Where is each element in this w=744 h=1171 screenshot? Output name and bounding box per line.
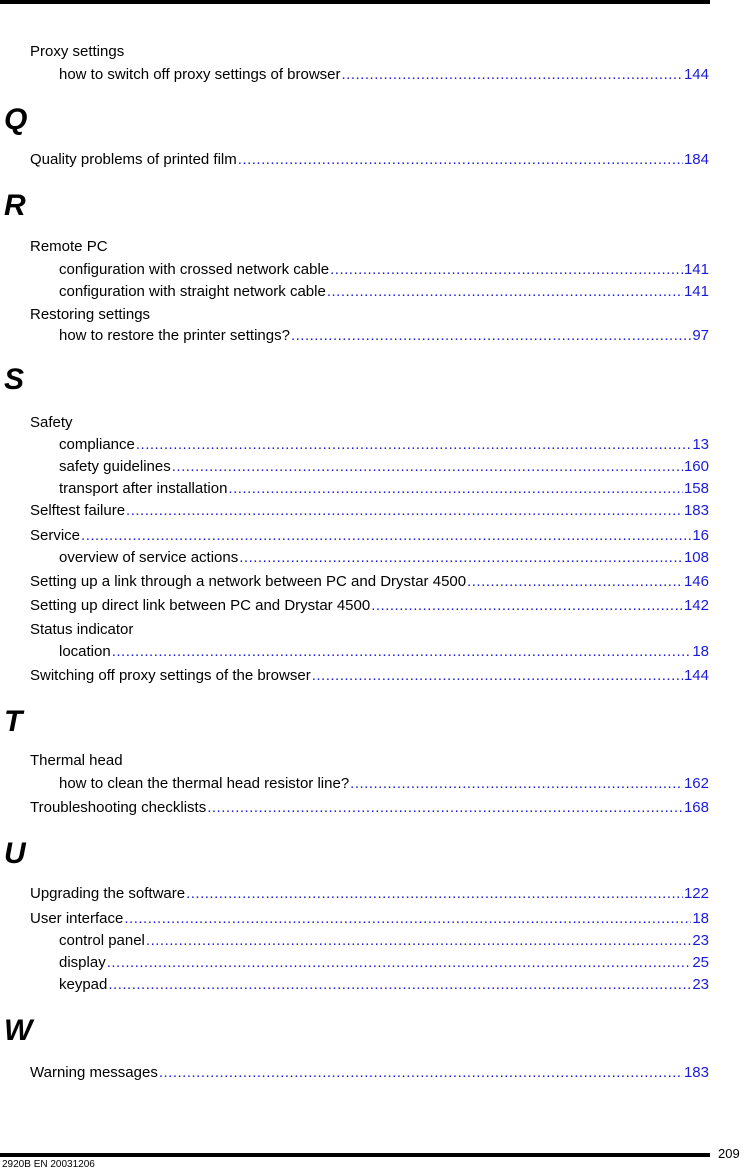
entry-page: 16 xyxy=(692,527,709,544)
entry-page: 97 xyxy=(692,327,709,344)
entry-page: 23 xyxy=(692,976,709,993)
entry-text: overview of service actions xyxy=(59,549,239,566)
bottom-rule xyxy=(0,1153,710,1157)
entry-text: configuration with crossed network cable xyxy=(59,261,330,278)
index-entry-switch-off-proxy[interactable] xyxy=(59,66,709,84)
entry-page: 18 xyxy=(692,910,709,927)
dot-leader xyxy=(238,151,683,169)
index-entry-crossed-cable[interactable] xyxy=(59,261,709,279)
entry-text: configuration with straight network cable xyxy=(59,283,326,300)
entry-page: 162 xyxy=(683,775,709,792)
entry-text: how to restore the printer settings? xyxy=(59,327,290,344)
index-heading-status-indicator: Status indicator xyxy=(30,621,134,638)
entry-text: how to clean the thermal head resistor line? xyxy=(59,775,350,792)
entry-text: control panel xyxy=(59,932,145,949)
index-entry-display[interactable] xyxy=(59,954,709,972)
index-entry-service[interactable] xyxy=(30,527,709,545)
dot-leader xyxy=(159,1064,683,1082)
index-entry-location[interactable] xyxy=(59,643,709,661)
dot-leader xyxy=(467,573,683,591)
index-heading-safety: Safety xyxy=(30,414,73,431)
entry-page: 144 xyxy=(683,667,709,684)
dot-leader xyxy=(186,885,683,903)
entry-text: transport after installation xyxy=(59,480,228,497)
dot-leader xyxy=(371,597,683,615)
index-entry-straight-cable[interactable] xyxy=(59,283,709,301)
entry-page: 158 xyxy=(683,480,709,497)
section-letter-t: T xyxy=(4,705,23,738)
index-entry-user-interface[interactable] xyxy=(30,910,709,928)
index-entry-troubleshooting[interactable] xyxy=(30,799,709,817)
entry-page: 122 xyxy=(683,885,709,902)
dot-leader xyxy=(350,775,683,793)
dot-leader xyxy=(136,436,691,454)
entry-text: keypad xyxy=(59,976,108,993)
entry-text: Troubleshooting checklists xyxy=(30,799,207,816)
index-entry-compliance[interactable] xyxy=(59,436,709,454)
dot-leader xyxy=(81,527,691,545)
dot-leader xyxy=(207,799,683,817)
entry-page: 160 xyxy=(683,458,709,475)
entry-page: 184 xyxy=(683,151,709,168)
index-entry-safety-guidelines[interactable] xyxy=(59,458,709,476)
index-entry-upgrading-software[interactable] xyxy=(30,885,709,903)
index-entry-selftest-failure[interactable] xyxy=(30,502,709,520)
entry-page: 141 xyxy=(683,283,709,300)
dot-leader xyxy=(228,480,683,498)
entry-page: 168 xyxy=(683,799,709,816)
entry-page: 146 xyxy=(683,573,709,590)
dot-leader xyxy=(112,643,692,661)
entry-page: 144 xyxy=(683,66,709,83)
entry-text: Setting up direct link between PC and Drystar 4500 xyxy=(30,597,371,614)
index-entry-quality-problems[interactable] xyxy=(30,151,709,169)
dot-leader xyxy=(108,976,691,994)
dot-leader xyxy=(107,954,692,972)
section-letter-q: Q xyxy=(4,103,28,136)
index-entry-link-network[interactable] xyxy=(30,573,709,591)
entry-page: 142 xyxy=(683,597,709,614)
section-letter-r: R xyxy=(4,189,26,222)
section-letter-u: U xyxy=(4,837,26,870)
index-entry-keypad[interactable] xyxy=(59,976,709,994)
entry-page: 183 xyxy=(683,502,709,519)
dot-leader xyxy=(126,502,683,520)
entry-text: Selftest failure xyxy=(30,502,126,519)
index-heading-remote-pc: Remote PC xyxy=(30,238,108,255)
dot-leader xyxy=(291,327,691,345)
top-rule xyxy=(0,0,710,4)
entry-text: safety guidelines xyxy=(59,458,171,475)
entry-page: 141 xyxy=(683,261,709,278)
index-entry-service-overview[interactable] xyxy=(59,549,709,567)
entry-text: Warning messages xyxy=(30,1064,158,1081)
dot-leader xyxy=(312,667,683,685)
entry-text: location xyxy=(59,643,111,660)
index-entry-restore-printer[interactable] xyxy=(59,327,709,345)
entry-page: 108 xyxy=(683,549,709,566)
section-letter-s: S xyxy=(4,363,25,396)
index-heading-restoring-settings: Restoring settings xyxy=(30,306,151,323)
index-entry-switching-proxy[interactable] xyxy=(30,667,709,685)
entry-text: Switching off proxy settings of the browser xyxy=(30,667,311,684)
index-heading-thermal-head: Thermal head xyxy=(30,752,123,769)
entry-text: User interface xyxy=(30,910,124,927)
index-heading-proxy-settings: Proxy settings xyxy=(30,43,125,60)
dot-leader xyxy=(172,458,683,476)
entry-page: 183 xyxy=(683,1064,709,1081)
dot-leader xyxy=(124,910,691,928)
entry-text: how to switch off proxy settings of browser xyxy=(59,66,341,83)
section-letter-w: W xyxy=(4,1014,33,1047)
entry-page: 13 xyxy=(692,436,709,453)
index-entry-control-panel[interactable] xyxy=(59,932,709,950)
index-entry-clean-thermal-head[interactable] xyxy=(59,775,709,793)
document-code: 2920B EN 20031206 xyxy=(2,1159,95,1170)
entry-text: display xyxy=(59,954,106,971)
entry-text: Service xyxy=(30,527,81,544)
entry-text: Upgrading the software xyxy=(30,885,186,902)
dot-leader xyxy=(327,283,683,301)
entry-text: Setting up a link through a network between PC and Drystar 4500 xyxy=(30,573,467,590)
entry-text: Quality problems of printed film xyxy=(30,151,237,168)
dot-leader xyxy=(146,932,691,950)
page-number: 209 xyxy=(718,1146,740,1161)
entry-page: 23 xyxy=(692,932,709,949)
index-entry-transport[interactable] xyxy=(59,480,709,498)
dot-leader xyxy=(330,261,683,279)
dot-leader xyxy=(239,549,683,567)
index-entry-warning-messages[interactable] xyxy=(30,1064,709,1082)
entry-page: 25 xyxy=(692,954,709,971)
entry-page: 18 xyxy=(692,643,709,660)
index-entry-link-direct[interactable] xyxy=(30,597,709,615)
entry-text: compliance xyxy=(59,436,135,453)
dot-leader xyxy=(342,66,683,84)
